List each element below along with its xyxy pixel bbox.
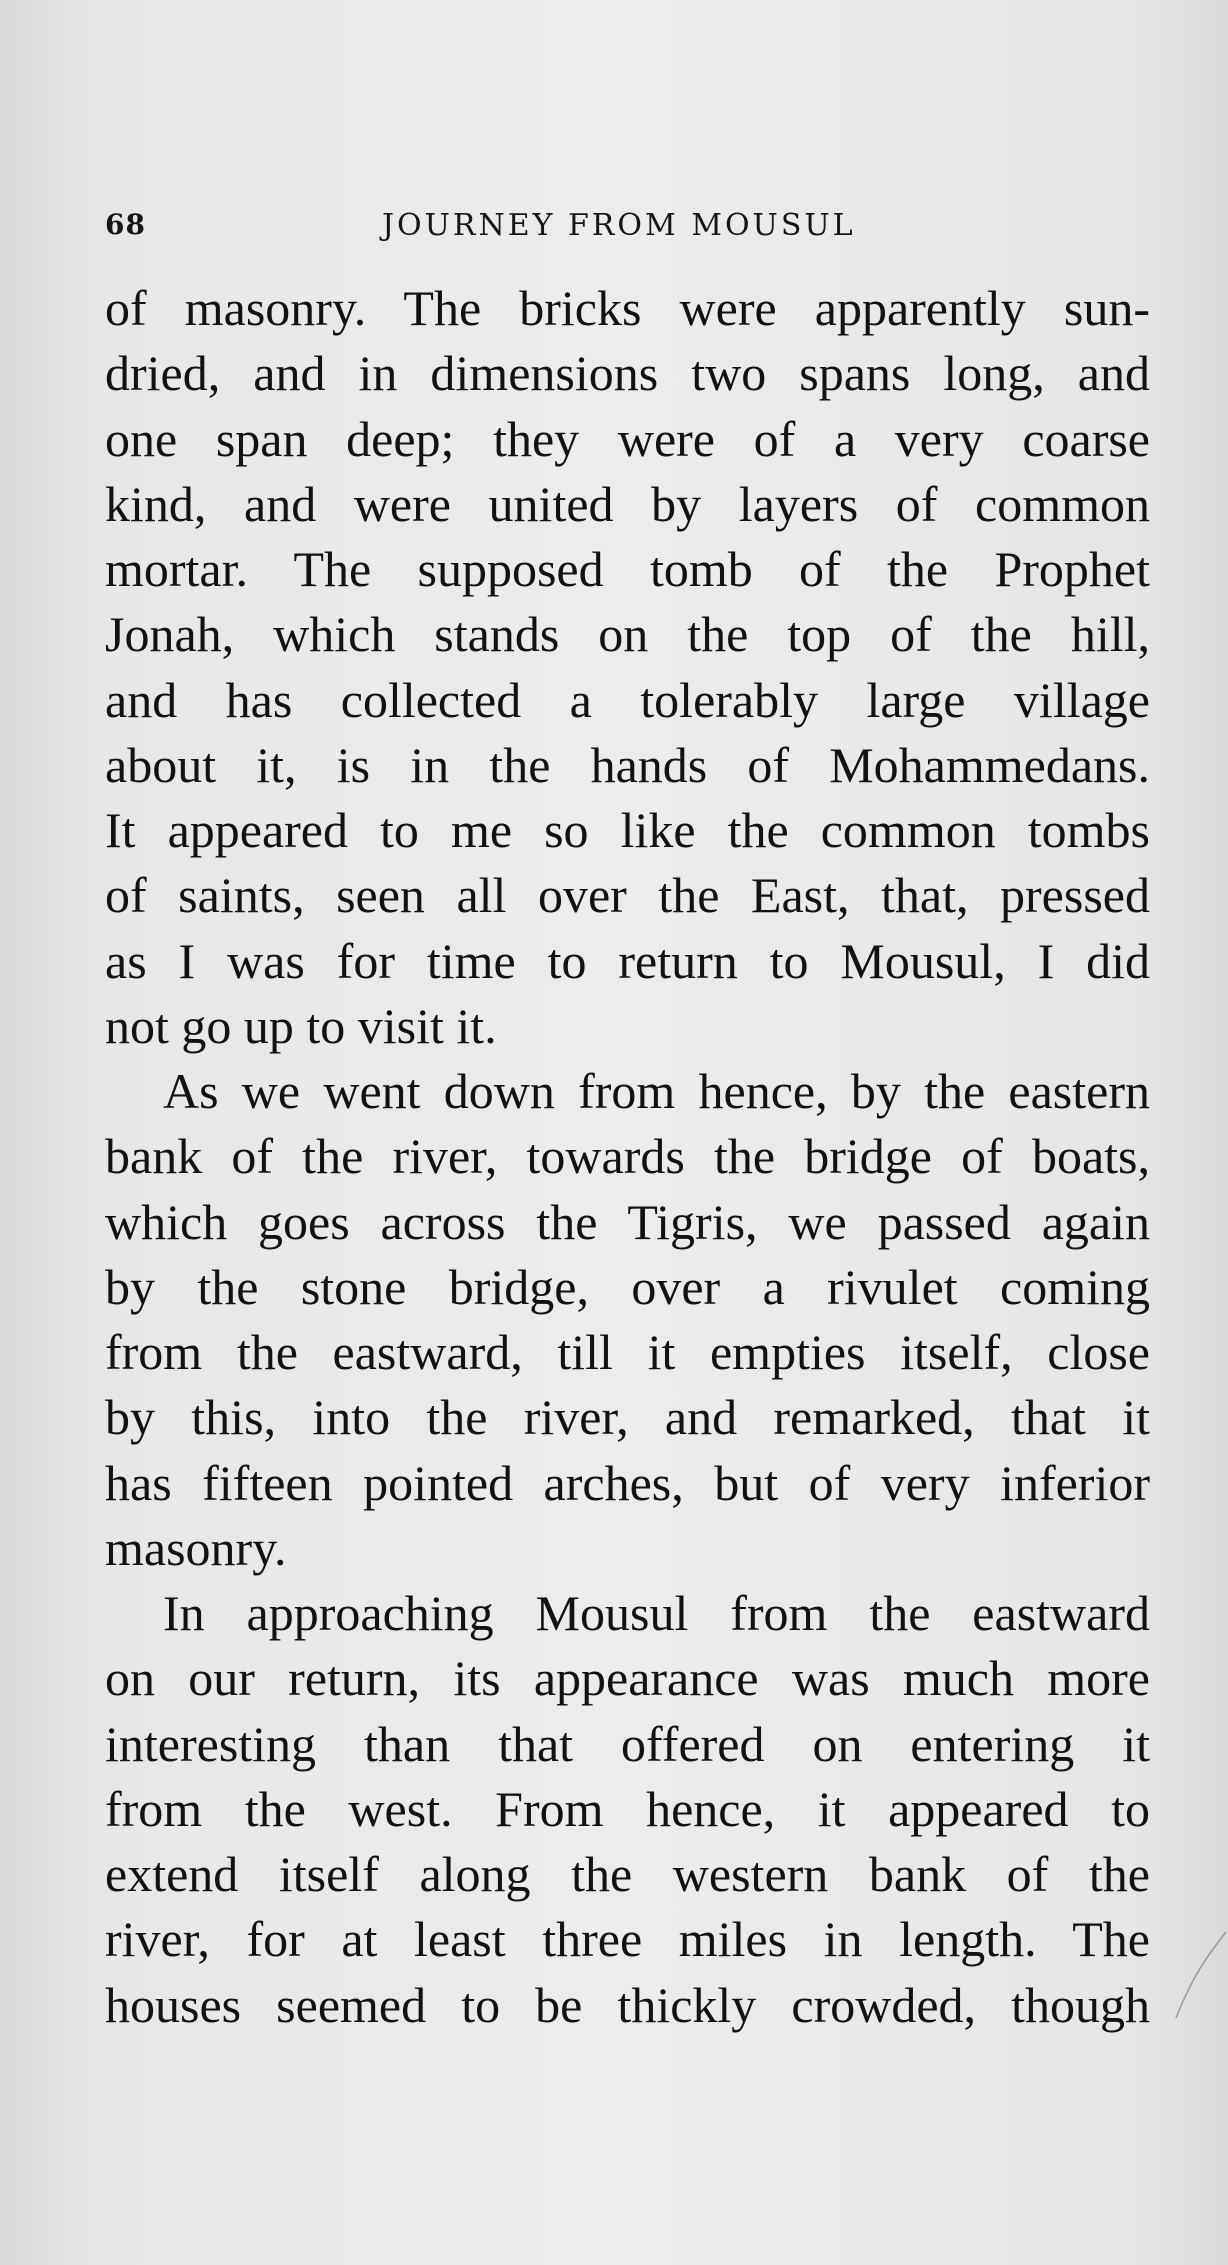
paragraph <box>105 1581 1150 2038</box>
text-line: one span deep; they were of a very coarse <box>105 410 1150 467</box>
text-line: from the eastward, till it empties itself, close <box>105 1324 1150 1380</box>
text-line: by this, into the river, and remarked, that it <box>105 1389 1150 1446</box>
text-line: which goes across the Tigris, we passed again <box>105 1193 1150 1250</box>
text-line: houses seemed to be thickly crowded, though <box>105 1976 1150 2033</box>
text-line: river, for at least three miles in length. The <box>105 1911 1150 1968</box>
paragraph <box>105 1059 1150 1581</box>
text-line: extend itself along the western bank of the <box>105 1846 1150 1902</box>
text-line: dried, and in dimensions two spans long, and <box>105 345 1150 402</box>
text-line: interesting than that offered on entering it <box>105 1715 1150 1772</box>
text-line: masonry. <box>105 1519 287 1576</box>
text-line: mortar. The supposed tomb of the Prophet <box>105 541 1150 597</box>
text-line: and has collected a tolerably large village <box>105 671 1150 728</box>
text-line: as I was for time to return to Mousul, I did <box>105 932 1150 989</box>
text-line: on our return, its appearance was much more <box>105 1650 1150 1707</box>
text-line: of saints, seen all over the East, that, pressed <box>105 867 1150 924</box>
text-line: by the stone bridge, over a rivulet coming <box>105 1258 1150 1315</box>
text-line: from the west. From hence, it appeared to <box>105 1780 1150 1837</box>
text-line: It appeared to me so like the common tombs <box>105 802 1150 858</box>
text-line: not go up to visit it. <box>105 997 497 1054</box>
text-line: has fifteen pointed arches, but of very inferior <box>105 1454 1150 1511</box>
paragraph <box>105 276 1150 1059</box>
text-line: As we went down from hence, by the eastern <box>163 1063 1150 1119</box>
paper-crease-mark <box>1168 1930 1228 2020</box>
text-line: Jonah, which stands on the top of the hill, <box>105 606 1150 663</box>
page-header <box>105 200 1150 250</box>
running-title: JOURNEY FROM MOUSUL <box>382 208 856 243</box>
page-number: 68 <box>105 208 146 241</box>
text-line: bank of the river, towards the bridge of boats, <box>105 1128 1150 1185</box>
text-line: of masonry. The bricks were apparently sun- <box>105 280 1150 336</box>
text-line: about it, is in the hands of Mohammedans. <box>105 736 1150 793</box>
text-line: In approaching Mousul from the eastward <box>163 1585 1150 1641</box>
text-line: kind, and were united by layers of common <box>105 475 1150 532</box>
body-text <box>105 276 1150 2038</box>
